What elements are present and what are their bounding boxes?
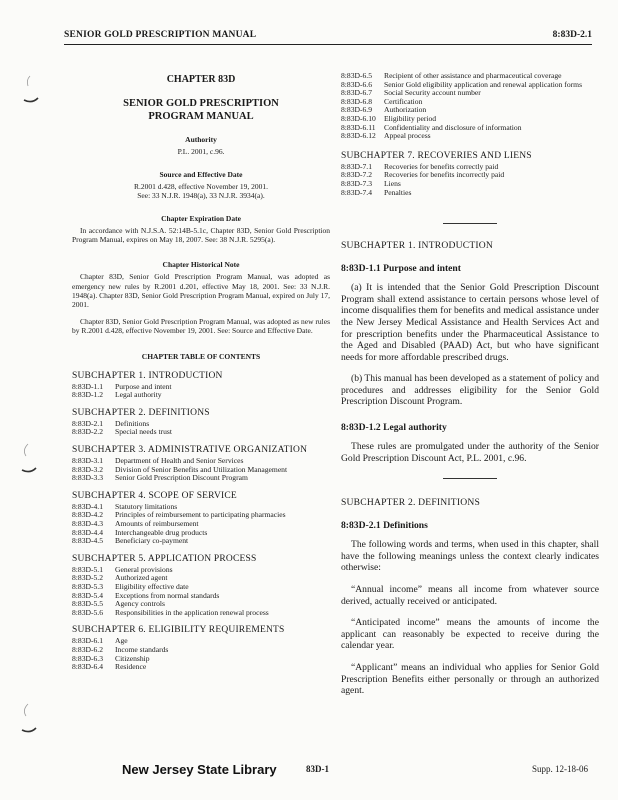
toc-entry [72, 566, 330, 575]
toc-entry-title: Social Security account number [384, 88, 481, 98]
subchapter-heading: SUBCHAPTER 6. ELIGIBILITY REQUIREMENTS [72, 625, 285, 636]
toc-entry-number: 8:83D-7.4 [341, 187, 373, 197]
toc-entry-number: 8:83D-6.9 [341, 105, 373, 115]
toc-entry-title: Beneficiary co-payment [115, 536, 189, 546]
toc-entry-title: Authorization [384, 105, 427, 115]
toc-entry [72, 383, 330, 392]
toc-entry [72, 391, 330, 400]
toc-entry-title: Penalties [384, 187, 412, 197]
toc-entry-title: Citizenship [115, 653, 150, 663]
toc-entry-title: Appeal process [384, 131, 431, 141]
chapter-title-line1: SENIOR GOLD PRESCRIPTION [123, 98, 279, 109]
toc-entry-number: 8:83D-5.1 [72, 564, 104, 574]
toc-entry-number: 8:83D-5.3 [72, 581, 104, 591]
source-heading: Source and Effective Date [159, 170, 243, 179]
toc-entry-number: 8:83D-5.6 [72, 607, 104, 617]
toc-entry [341, 124, 599, 133]
toc-entry-title: Special needs trust [115, 427, 172, 437]
toc-entry-number: 8:83D-6.8 [341, 96, 373, 106]
sec-1-2-heading: 8:83D-1.2 Legal authority [341, 422, 447, 434]
toc-entry-number: 8:83D-4.3 [72, 518, 104, 528]
toc-list [72, 566, 330, 618]
toc-entry [72, 474, 330, 483]
toc-entry-number: 8:83D-3.1 [72, 456, 104, 465]
definition-applicant: “Applicant” means an individual who applies for Senior Gold Prescription Benefits either personally or through an authorized agent. [341, 662, 599, 697]
page-number: 83D-1 [306, 764, 329, 774]
toc-list [72, 637, 330, 671]
toc-entry-number: 8:83D-3.2 [72, 464, 104, 474]
toc-continued [341, 72, 599, 141]
toc-entry [341, 180, 599, 189]
source-line1: R.2001 d.428, effective November 19, 2001. [133, 182, 268, 191]
toc-entry-number: 8:83D-2.1 [72, 418, 104, 428]
toc-entry-number: 8:83D-4.5 [72, 536, 104, 546]
toc-entry-title: Age [115, 636, 128, 646]
toc-entry-title: Responsibilities in the application renewal process [115, 607, 269, 617]
running-header [64, 30, 592, 44]
subchapter-heading: SUBCHAPTER 2. DEFINITIONS [72, 407, 210, 418]
expiration-heading: Chapter Expiration Date [161, 214, 241, 223]
binding-hole-mark [18, 700, 48, 740]
toc-entry-number: 8:83D-6.12 [341, 131, 376, 141]
expiration-text: In accordance with N.J.S.A. 52:14B-5.1c, Chapter 83D, Senior Gold Prescription Program Manual, expires on May 18, 2007. See: 38 N.J.R. 5295(a). [72, 226, 330, 245]
sec-1-1-para-a: (a) It is intended that the Senior Gold Prescription Discount Program shall extend assistance to certain persons whose level of income disqualifies them for benefits and medical assistance under the New Jersey Medical Assistance and Health Services Act and for prescription benefits under the Pharmaceutical Assistance to the Aged and Disabled (PAAD) Act, but who have significant needs for more affordable prescribed drugs. [341, 282, 599, 363]
toc-entry-title: Authorized agent [115, 573, 168, 583]
toc-entry-number: 8:83D-6.11 [341, 122, 376, 132]
toc-entry [72, 537, 330, 546]
toc-entry-title: Confidentiality and disclosure of information [384, 122, 522, 132]
binding-hole-mark [18, 440, 48, 480]
section-separator [443, 223, 497, 224]
history-para1: Chapter 83D, Senior Gold Prescription Program Manual, was adopted as emergency new rules by R.2001 d.201, effective May 18, 2001. See: 33 N.J.R. 1948(a). Chapter 83D, Senior Gold Prescription Program Manual, expired on July 17, 2001. [72, 272, 330, 310]
header-rule [64, 44, 592, 45]
section-separator [443, 478, 497, 479]
toc-entry-title: Residence [115, 662, 147, 672]
toc-entry-title: Senior Gold Prescription Discount Program [115, 473, 248, 483]
toc-entry [72, 420, 330, 429]
toc-entry-number: 8:83D-1.2 [72, 390, 104, 400]
toc-entry [72, 592, 330, 601]
toc-entry-title: Definitions [115, 418, 150, 428]
toc-entry-number: 8:83D-5.5 [72, 599, 104, 609]
sub2-heading: SUBCHAPTER 2. DEFINITIONS [341, 497, 481, 509]
toc-entry [341, 132, 599, 141]
sec-2-1-heading: 8:83D-2.1 Definitions [341, 520, 428, 532]
toc-entry-title: Legal authority [115, 390, 162, 400]
sec-1-1-heading: 8:83D-1.1 Purpose and intent [341, 263, 461, 275]
toc-heading: CHAPTER TABLE OF CONTENTS [141, 351, 261, 361]
toc-entry [72, 663, 330, 672]
toc-entry-number: 8:83D-6.2 [72, 644, 104, 654]
toc-entry-number: 8:83D-6.7 [341, 88, 373, 98]
definition-annual-income: “Annual income” means all income from whatever source derived, actually received or anticipated. [341, 584, 599, 607]
toc-entry-number: 8:83D-6.5 [341, 71, 373, 80]
subchapter-heading: SUBCHAPTER 3. ADMINISTRATIVE ORGANIZATION [72, 445, 308, 455]
source-line2: See: 33 N.J.R. 1948(a), 33 N.J.R. 3934(a). [137, 191, 265, 200]
toc-entry [72, 529, 330, 538]
history-heading: Chapter Historical Note [162, 260, 240, 270]
sub1-heading: SUBCHAPTER 1. INTRODUCTION [341, 240, 494, 252]
toc-entry-number: 8:83D-6.1 [72, 636, 104, 646]
toc-entry-number: 8:83D-4.4 [72, 527, 104, 537]
history-para2: Chapter 83D, Senior Gold Prescription Program Manual, was adopted as new rules by R.2001 d.428, effective November 19, 2001. See: Source and Effective Date. [72, 317, 330, 336]
authority-text: P.L. 2001, c.96. [177, 147, 225, 156]
toc-entry-title: Income standards [115, 644, 169, 654]
toc-entry-number: 8:83D-7.3 [341, 178, 373, 188]
toc-entry [72, 574, 330, 583]
binding-hole-mark [20, 70, 50, 110]
toc-entry-title: Principles of reimbursement to participating pharmacies [115, 510, 286, 520]
toc-entry-number: 8:83D-6.3 [72, 653, 104, 663]
right-column [341, 70, 599, 697]
toc-entry-title: Division of Senior Benefits and Utilization Management [115, 464, 288, 474]
subchapter-heading: SUBCHAPTER 5. APPLICATION PROCESS [72, 553, 257, 564]
toc-list [72, 457, 330, 483]
toc-entry-number: 8:83D-5.4 [72, 590, 104, 600]
toc-entry [341, 171, 599, 180]
subchapter-heading: SUBCHAPTER 4. SCOPE OF SERVICE [72, 490, 237, 501]
manual-title: SENIOR GOLD PRESCRIPTION MANUAL [64, 30, 257, 40]
left-column [72, 70, 330, 672]
toc-entry-number: 8:83D-3.3 [72, 473, 104, 483]
toc-entry-title: Exceptions from normal standards [115, 590, 220, 600]
chapter-title [72, 97, 330, 123]
toc-entry [341, 98, 599, 107]
toc-list [72, 503, 330, 546]
page-footer [0, 762, 618, 782]
toc-entry-number: 8:83D-6.4 [72, 662, 104, 672]
library-logo: New Jersey State Library [122, 762, 277, 777]
toc-entry [72, 646, 330, 655]
toc-entry-title: Recoveries for benefits incorrectly paid [384, 170, 505, 180]
toc-entry [341, 106, 599, 115]
toc-list [72, 420, 330, 437]
toc-entry-number: 8:83D-2.2 [72, 427, 104, 437]
subchapter-heading: SUBCHAPTER 1. INTRODUCTION [72, 370, 223, 381]
toc-entry [72, 655, 330, 664]
toc-entry [341, 89, 599, 98]
toc-entry-number: 8:83D-6.10 [341, 113, 376, 123]
definition-anticipated-income: “Anticipated income” means the amounts of income the applicant can reasonably be expected to receive during the calendar year. [341, 617, 599, 652]
subchapter-heading: SUBCHAPTER 7. RECOVERIES AND LIENS [341, 150, 532, 161]
toc-entry-number: 8:83D-1.1 [72, 381, 104, 391]
toc-entry-title: Liens [384, 178, 401, 188]
toc-entry [72, 609, 330, 618]
toc-entry-title: Purpose and intent [115, 381, 172, 391]
authority-heading: Authority [185, 135, 217, 144]
sec-1-1-para-b: (b) This manual has been developed as a statement of policy and procedures and addresses eligibility for the Senior Gold Prescription Discount Program. [341, 373, 599, 408]
toc-entry-number: 8:83D-7.2 [341, 170, 373, 180]
toc-entry-title: Senior Gold eligibility application and renewal application forms [384, 79, 583, 89]
toc-entry-title: General provisions [115, 564, 173, 574]
toc-entry-title: Interchangeable drug products [115, 527, 208, 537]
toc-entry-title: Eligibility period [384, 113, 437, 123]
toc-entry-number: 8:83D-7.1 [341, 161, 373, 171]
toc-entry [72, 428, 330, 437]
toc-entry-title: Certification [384, 96, 423, 106]
chapter-number: CHAPTER 83D [166, 74, 236, 85]
toc-entry-title: Agency controls [115, 599, 165, 609]
sec-1-2-text: These rules are promulgated under the authority of the Senior Gold Prescription Discount Act, P.L. 2001, c.96. [341, 441, 599, 464]
toc-entry-number: 8:83D-4.1 [72, 501, 104, 511]
toc-entry-title: Eligibility effective date [115, 581, 189, 591]
toc-entry-number: 8:83D-4.2 [72, 510, 104, 520]
toc-entry-title: Recoveries for benefits correctly paid [384, 161, 499, 171]
toc-list [72, 383, 330, 400]
toc-entry [72, 511, 330, 520]
toc-entry [72, 637, 330, 646]
chapter-title-line2: PROGRAM MANUAL [148, 111, 254, 122]
toc-entry-title: Amounts of reimbursement [115, 518, 199, 528]
table-of-contents [72, 371, 330, 672]
toc-entry-title: Department of Health and Senior Services [115, 456, 244, 465]
sec-2-1-intro: The following words and terms, when used in this chapter, shall have the following meanings unless the context clearly indicates otherwise: [341, 539, 599, 574]
toc-entry-title: Recipient of other assistance and pharmaceutical coverage [384, 71, 562, 80]
toc-entry-title: Statutory limitations [115, 501, 178, 511]
toc-entry-number: 8:83D-6.6 [341, 79, 373, 89]
section-code: 8:83D-2.1 [552, 30, 592, 40]
toc-subchapter7 [341, 163, 599, 197]
supplement-date: Supp. 12-18-06 [532, 764, 588, 774]
toc-entry [341, 189, 599, 198]
toc-entry-number: 8:83D-5.2 [72, 573, 104, 583]
